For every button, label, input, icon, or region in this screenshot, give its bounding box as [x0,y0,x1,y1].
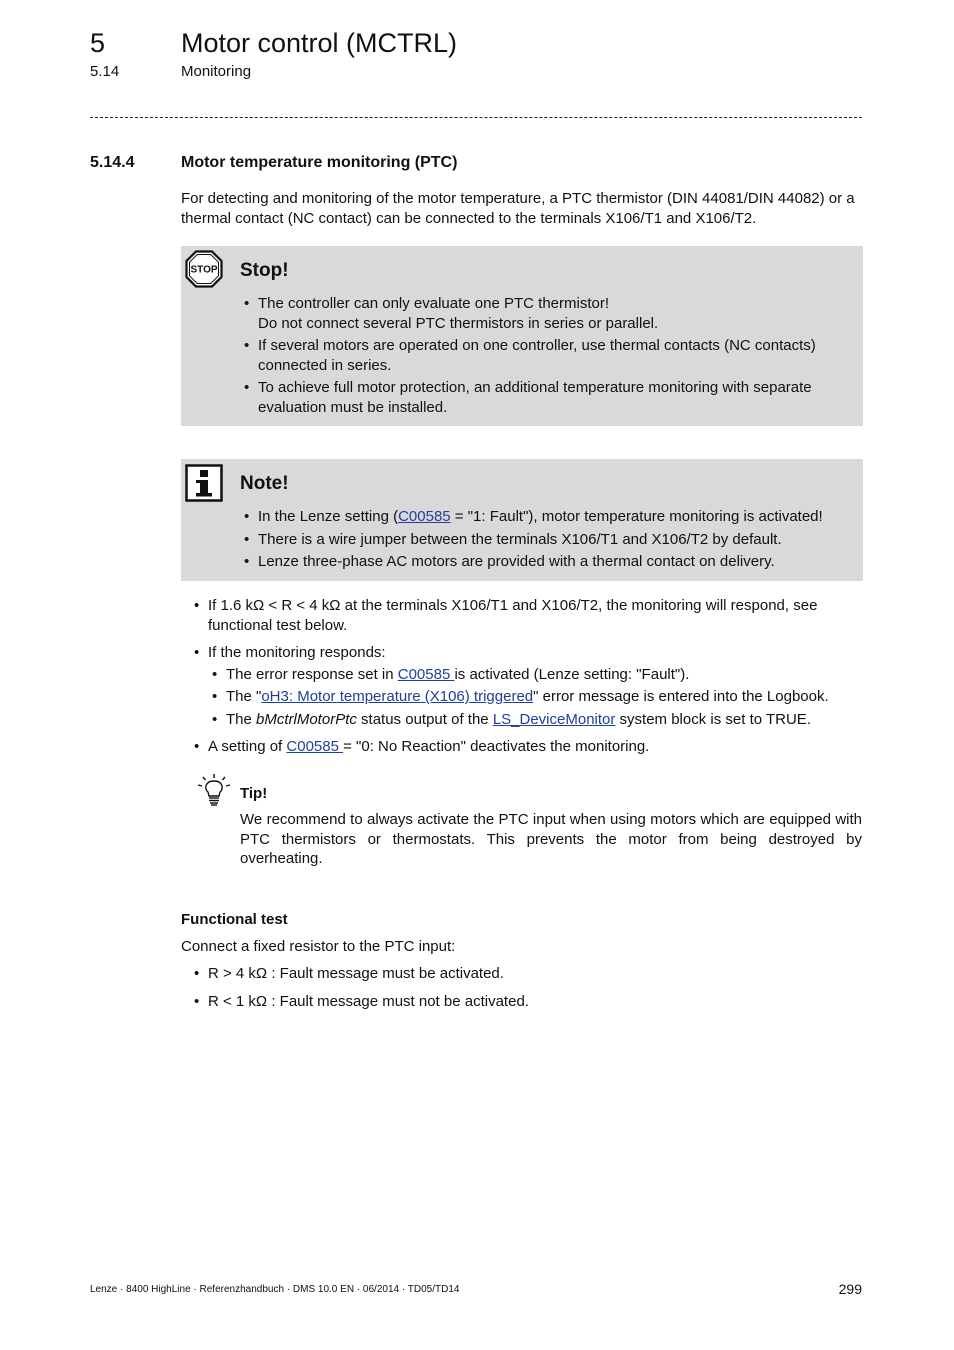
list-item: • A setting of C00585 = "0: No Reaction" deactivates the monitoring. [190,737,862,757]
tip-text: We recommend to always activate the PTC input when using motors which are equipped with PTC thermistors or thermostats. This prevents the motor from being destroyed by overheating. [240,811,862,867]
list-item: • If several motors are operated on one controller, use thermal contacts (NC contacts) connected in series. [240,336,850,375]
list-item: • To achieve full motor protection, an additional temperature monitoring with separate evaluation must be installed. [240,378,850,417]
response-sublist [208,665,862,730]
list-item: • The "oH3: Motor temperature (X106) triggered" error message is entered into the Logbook. [208,687,862,707]
chapter-title: Motor control (MCTRL) [181,28,458,58]
header-divider [90,117,862,118]
page-number: 299 [838,1281,862,1297]
intro-paragraph: For detecting and monitoring of the motor temperature, a PTC thermistor (DIN 44081/DIN 44082) or a thermal contact (NC contact) can be connected to the terminals X106/T1 and X106/T2. [181,190,855,227]
list-item: • Lenze three-phase AC motors are provided with a thermal contact on delivery. [240,552,850,572]
subchapter-number: 5.14 [90,63,120,80]
stop-sign-icon [185,250,223,288]
note-list [240,507,850,575]
section-number: 5.14.4 [90,154,135,171]
stop-heading: Stop! [240,260,289,281]
lightbulb-icon [196,773,232,807]
stop-sign-text: STOP [190,264,218,276]
note-box [181,459,863,581]
info-icon [185,464,223,502]
tip-heading: Tip! [240,785,268,802]
stop-box [181,246,863,426]
list-item: • In the Lenze setting (C00585 = "1: Fault"), motor temperature monitoring is activated! [240,507,850,527]
list-item: • The controller can only evaluate one PTC thermistor! Do not connect several PTC thermistors in series or parallel. [240,294,850,333]
list-item: • R > 4 kΩ : Fault message must be activated. [190,964,862,984]
list-item: • If 1.6 kΩ < R < 4 kΩ at the terminals X106/T1 and X106/T2, the monitoring will respond, see functional test below. [190,596,862,635]
functional-test-list [190,964,862,1019]
chapter-number: 5 [90,28,106,58]
list-item: • R < 1 kΩ : Fault message must not be activated. [190,992,862,1012]
c00585-link[interactable]: C00585 [397,665,455,683]
c00585-link[interactable]: C00585 [286,738,344,755]
subchapter-title: Monitoring [181,63,252,80]
list-item: • The error response set in C00585 is activated (Lenze setting: "Fault"). [208,665,862,685]
c00585-link[interactable]: C00585 [398,508,451,525]
stop-list [240,294,850,420]
monitoring-list [190,596,862,765]
section-title: Motor temperature monitoring (PTC) [181,154,458,171]
ls-devicemonitor-link[interactable]: LS_DeviceMonitor [492,710,616,728]
functional-test-heading: Functional test [181,911,288,928]
oh3-message-link[interactable]: oH3: Motor temperature (X106) triggered [261,688,534,705]
footer-text: Lenze · 8400 HighLine · Referenzhandbuch · DMS 10.0 EN · 06/2014 · TD05/TD14 [90,1284,460,1295]
list-item: • If the monitoring responds: • The error response set in C00585 is activated (Lenze setting: "Fault"). • The "oH3: Motor temperature (X106) triggered" error message is entered into the Logbook. • The bMctrlMotorPtc status output of the LS_DeviceMonitor system block is set to TRUE. [190,643,862,729]
list-item: • There is a wire jumper between the terminals X106/T1 and X106/T2 by default. [240,530,850,550]
functional-test-intro: Connect a fixed resistor to the PTC input: [181,938,456,955]
note-heading: Note! [240,473,289,494]
list-item: • The bMctrlMotorPtc status output of the LS_DeviceMonitor system block is set to TRUE. [208,710,862,730]
